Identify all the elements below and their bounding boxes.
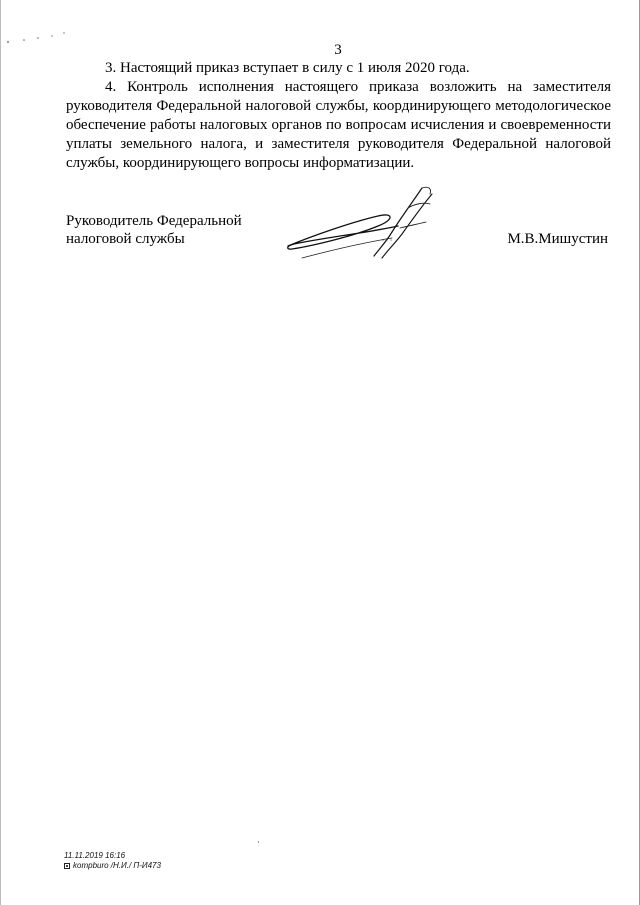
handwritten-signature [282, 186, 442, 266]
page-number: 3 [334, 42, 342, 58]
file-icon [64, 863, 70, 869]
signatory-title [66, 212, 242, 248]
paragraph-control: 4. Контроль исполнения настоящего приказа возложить на заместителя руководителя Федеральной налоговой службы, координирующего методологическое обеспечение работы налоговых органов по вопросам исчисления и своевременности уплаты земельного налога, и заместителя руководителя Федеральной налоговой службы, координирующего вопросы информатизации. [66, 79, 611, 171]
footer-file-ref: kompburo /Н.И./ П-И473 [73, 861, 161, 870]
footer-timestamp: 11.11.2019 16:16 [64, 851, 126, 860]
paragraph-effective-date: 3. Настоящий приказ вступает в силу с 1 июля 2020 года. [105, 60, 470, 76]
signatory-title-line-1: Руководитель Федеральной [66, 213, 242, 229]
scan-tick-mark [258, 841, 259, 843]
footer-stamp [64, 851, 161, 871]
signatory-name: М.В.Мишустин [507, 231, 608, 247]
order-body [66, 59, 611, 173]
signatory-title-line-2: налоговой службы [66, 231, 185, 247]
footer-file-line [64, 861, 161, 871]
